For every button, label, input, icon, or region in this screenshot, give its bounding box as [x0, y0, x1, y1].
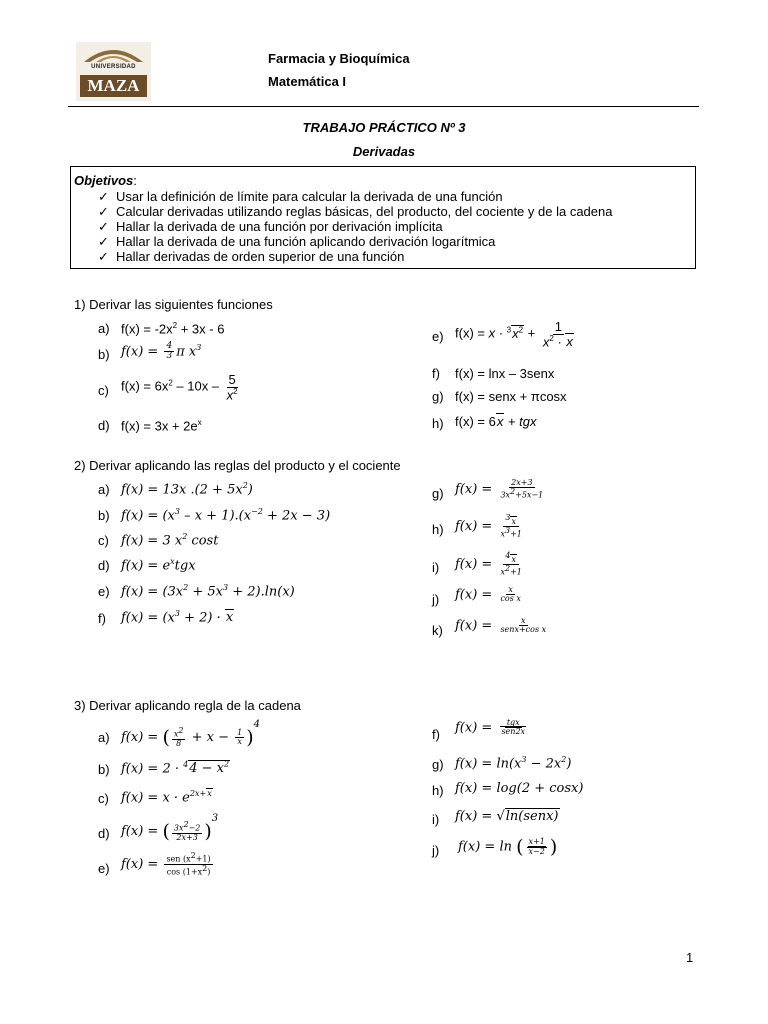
- equation-3b: $f(x) = 2 \cdot ^44 - x^2$: [121, 760, 230, 777]
- objectives-list: [98, 189, 612, 264]
- item-label: i): [432, 560, 440, 575]
- equation-1f: f(x) = lnx – 3senx: [455, 366, 555, 381]
- item-label: f): [432, 366, 440, 381]
- item-label: d): [98, 418, 110, 433]
- equation-2e: $f(x) = (3x^2 + 5x^3 + 2).\ln(x)$: [121, 583, 295, 600]
- page-subtitle: Derivadas: [352, 144, 416, 159]
- equation-1g: f(x) = senx + πcosx: [455, 389, 567, 404]
- equation-2j: f(x) = $\frac{x}{\text{cos x}}$: [455, 585, 521, 604]
- header-divider: [68, 106, 699, 107]
- equation-2a: f(x) = 13x $.(2 + 5x^2)$: [121, 481, 253, 498]
- objectives-heading: Objetivos:: [74, 173, 137, 188]
- equation-2g: f(x) = $\frac{2x+3}{3x^2+5x-1}$: [455, 478, 544, 501]
- equation-1a: $f(x) = -2x^2 + 3x - 6$: [121, 321, 225, 337]
- equation-3j: f(x) = ln ( $\frac{x+1}{x-2}$ ): [458, 836, 558, 858]
- item-label: k): [432, 623, 443, 638]
- item-label: h): [432, 522, 444, 537]
- equation-3i: f(x) = √ln(senx): [455, 809, 559, 824]
- item-label: c): [98, 383, 109, 398]
- objective-item: ✓ Hallar la derivada de una función por derivación implícita: [98, 219, 443, 234]
- item-label: a): [98, 482, 110, 497]
- item-label: g): [432, 486, 444, 501]
- university-logo: [76, 42, 151, 101]
- subject-name: Matemática I: [268, 74, 347, 89]
- item-label: e): [98, 861, 110, 876]
- logo-arch-icon: [82, 44, 145, 64]
- equation-2i: f(x) = $\frac{^4x}{x^2+1}$: [455, 551, 522, 577]
- section-1-title: 1) Derivar las siguientes funciones: [74, 297, 273, 312]
- equation-1d: $f(x) = 3x + 2e^x$: [121, 418, 202, 434]
- check-icon: ✓: [98, 204, 109, 219]
- item-label: j): [432, 592, 440, 607]
- equation-2h: f(x) = $\frac{^3x}{x^3+1}$: [455, 513, 522, 539]
- item-label: e): [98, 584, 110, 599]
- page-number: 1: [686, 950, 694, 965]
- equation-3f: f(x) = $\frac{\text{tgx}}{\text{sen2x}}$: [455, 718, 526, 737]
- equation-1c: $f(x) = 6x^2 - 10x$ – $\frac{5}{x^2}$: [121, 372, 238, 402]
- equation-3g: $f(x) = \ln(x^3 - 2x^2)$: [455, 755, 572, 772]
- item-label: d): [98, 826, 110, 841]
- item-label: b): [98, 762, 110, 777]
- objective-item: ✓ Calcular derivadas utilizando reglas básicas, del producto, del cociente y de la cadena: [98, 204, 613, 219]
- equation-2k: f(x) = $\frac{x}{\text{senx+cos x}}$: [455, 616, 547, 635]
- equation-2f: $f(x) = (x^3 + 2) \cdot x$: [121, 609, 234, 626]
- item-label: h): [432, 783, 444, 798]
- item-label: g): [432, 757, 444, 772]
- equation-2d: $f(x) = e^xtgx$: [121, 557, 196, 574]
- item-label: f): [98, 611, 106, 626]
- item-label: g): [432, 389, 444, 404]
- equation-3c: $f(x) = x \cdot e^{2x+x}$: [121, 789, 212, 806]
- item-label: e): [432, 329, 444, 344]
- page-title: TRABAJO PRÁCTICO Nº 3: [302, 120, 466, 135]
- objective-item: ✓ Hallar la derivada de una función aplicando derivación logarítmica: [98, 234, 496, 249]
- item-label: a): [98, 321, 110, 336]
- item-label: j): [432, 843, 440, 858]
- item-label: b): [98, 347, 110, 362]
- item-label: h): [432, 416, 444, 431]
- check-icon: ✓: [98, 234, 109, 249]
- item-label: d): [98, 558, 110, 573]
- equation-3e: f(x) = $\frac{sen (x^2+1)}{\cos (1+x^2)}$: [121, 851, 211, 877]
- objective-item: ✓ Hallar derivadas de orden superior de una función: [98, 249, 405, 264]
- section-3-title: 3) Derivar aplicando regla de la cadena: [74, 698, 301, 713]
- equation-1h: f(x) = 6x + tgx: [455, 414, 537, 429]
- equation-3d: f(x) = ( $\frac{3x^2-2}{2x+3}$ )$^3$: [121, 813, 219, 843]
- logo-text-main: MAZA: [80, 75, 147, 97]
- career-name: Farmacia y Bioquímica: [268, 51, 410, 66]
- item-label: c): [98, 533, 109, 548]
- check-icon: ✓: [98, 189, 109, 204]
- item-label: i): [432, 812, 440, 827]
- item-label: f): [432, 727, 440, 742]
- logo-text-top: UNIVERSIDAD: [91, 64, 136, 70]
- equation-1e: $f(x) = x \cdot ^3x^2$ + $\frac{1}{x^2 \cdot x}$: [455, 319, 573, 349]
- check-icon: ✓: [98, 219, 109, 234]
- objective-item: ✓ Usar la definición de límite para calcular la derivada de una función: [98, 189, 503, 204]
- equation-3a: f(x) = ( $\frac{x^2}{8}$ + x − $\frac{1}{x}$ )$^4$: [121, 719, 261, 749]
- equation-2c: f(x) = 3 $x^2$ cost: [121, 532, 219, 549]
- item-label: c): [98, 791, 109, 806]
- check-icon: ✓: [98, 249, 109, 264]
- section-2-title: 2) Derivar aplicando las reglas del producto y el cociente: [74, 458, 401, 473]
- equation-2b: $f(x) = (x^3 - x + 1).(x^{-2} + 2x - 3)$: [121, 507, 331, 524]
- equation-1b: f(x) = $\frac{4}{3}$ π $x^3$: [121, 341, 202, 362]
- equation-3h: f(x) = log(2 + cosx): [455, 781, 584, 796]
- item-label: b): [98, 508, 110, 523]
- item-label: a): [98, 730, 110, 745]
